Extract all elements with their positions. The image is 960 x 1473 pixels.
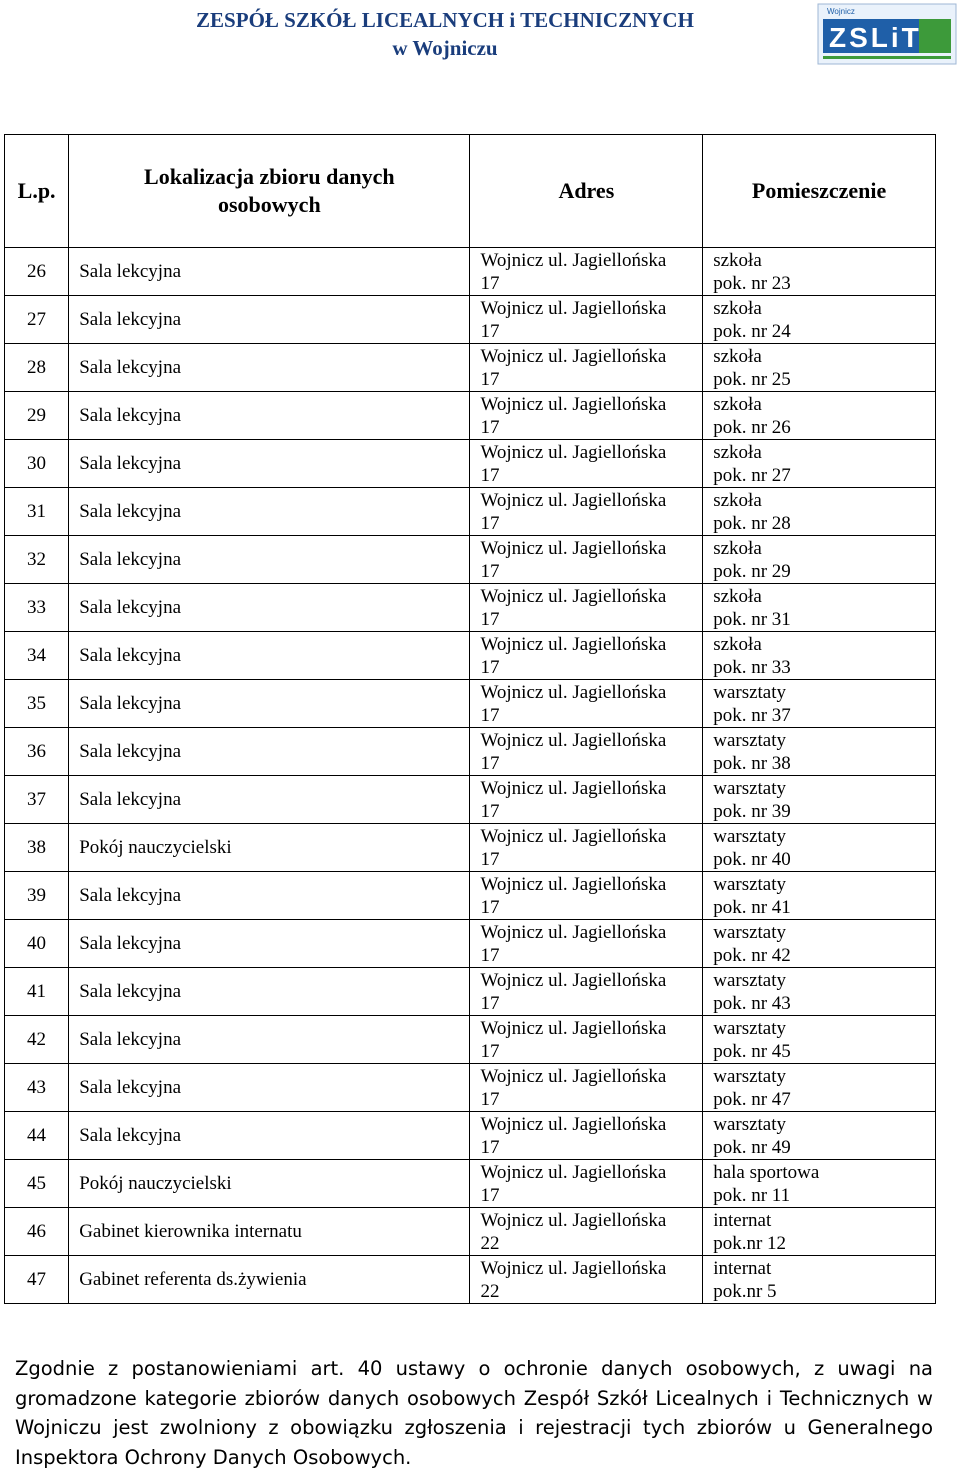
room-building: szkoła [713,394,762,415]
legal-note: Zgodnie z postanowieniami art. 40 ustawy o ochronie danych osobowych, z uwagi na gromadzone kategorie zbiorów danych osobowych Zespół Szkół Licealnych i Technicznych w Wojniczu jest zwolniony z obowiązku zgłoszenia i rejestracji tych zbiorów u Generalnego Inspektora Ochrony Danych Osobowych. [15,1357,933,1469]
address-number: 17 [480,417,500,438]
row-location: Sala lekcyjna [69,296,470,344]
room-building: warsztaty [713,970,787,991]
room-number: pok. nr 38 [713,753,791,774]
row-number: 27 [5,296,69,344]
header-title-line-1: ZESPÓŁ SZKÓŁ LICEALNYCH i TECHNICZNYCH [196,8,694,32]
address-street: Wojnicz ul. Jagiellońska [480,394,667,415]
address-street: Wojnicz ul. Jagiellońska [480,778,667,799]
address-street: Wojnicz ul. Jagiellońska [480,298,667,319]
room-building: warsztaty [713,1114,787,1135]
row-number: 35 [5,680,69,728]
table-row [5,248,936,296]
row-address [470,1160,703,1208]
row-room [703,584,936,632]
row-location: Sala lekcyjna [69,440,470,488]
room-building: szkoła [713,346,762,367]
room-number: pok. nr 45 [713,1041,791,1062]
row-address [470,1256,703,1304]
address-street: Wojnicz ul. Jagiellońska [480,1162,667,1183]
row-room [703,776,936,824]
row-room [703,440,936,488]
table-row [5,392,936,440]
row-number: 47 [5,1256,69,1304]
row-number: 43 [5,1064,69,1112]
room-building: hala sportowa [713,1162,820,1183]
room-number: pok. nr 47 [713,1089,791,1110]
school-logo [817,3,957,65]
row-location: Sala lekcyjna [69,488,470,536]
room-number: pok. nr 26 [713,417,791,438]
address-street: Wojnicz ul. Jagiellońska [480,490,667,511]
row-number: 26 [5,248,69,296]
room-number: pok. nr 40 [713,849,791,870]
row-room [703,1256,936,1304]
row-room [703,536,936,584]
table-row [5,1064,936,1112]
room-building: warsztaty [713,682,787,703]
address-number: 17 [480,609,500,630]
row-room [703,872,936,920]
row-location: Sala lekcyjna [69,728,470,776]
room-building: szkoła [713,298,762,319]
row-room [703,488,936,536]
row-location: Sala lekcyjna [69,968,470,1016]
address-number: 17 [480,465,500,486]
room-number: pok. nr 33 [713,657,791,678]
row-number: 33 [5,584,69,632]
row-address [470,824,703,872]
table-row [5,440,936,488]
row-number: 30 [5,440,69,488]
row-location: Sala lekcyjna [69,1016,470,1064]
address-street: Wojnicz ul. Jagiellońska [480,586,667,607]
row-address [470,968,703,1016]
row-location: Sala lekcyjna [69,392,470,440]
room-building: warsztaty [713,778,787,799]
address-street: Wojnicz ul. Jagiellońska [480,826,667,847]
header-title-line-2: w Wojniczu [392,36,498,60]
room-building: warsztaty [713,826,787,847]
row-room [703,920,936,968]
row-location: Sala lekcyjna [69,344,470,392]
table-row [5,536,936,584]
room-building: warsztaty [713,730,787,751]
row-address [470,680,703,728]
table-row [5,728,936,776]
room-building: szkoła [713,250,762,271]
row-address [470,1016,703,1064]
room-number: pok.nr 5 [713,1281,777,1302]
address-number: 17 [480,657,500,678]
row-location: Sala lekcyjna [69,920,470,968]
table-row [5,344,936,392]
room-number: pok. nr 29 [713,561,791,582]
header-address: Adres [470,135,703,248]
table-row [5,1208,936,1256]
room-number: pok. nr 23 [713,273,791,294]
room-building: warsztaty [713,874,787,895]
logo-top-text: Wojnicz [827,7,855,16]
row-room [703,632,936,680]
row-room [703,728,936,776]
table-header-row [5,135,936,248]
address-street: Wojnicz ul. Jagiellońska [480,1114,667,1135]
address-street: Wojnicz ul. Jagiellońska [480,970,667,991]
row-room [703,1112,936,1160]
header-room: Pomieszczenie [703,135,936,248]
table-row [5,872,936,920]
address-street: Wojnicz ul. Jagiellońska [480,250,667,271]
room-number: pok. nr 39 [713,801,791,822]
address-street: Wojnicz ul. Jagiellońska [480,1018,667,1039]
row-address [470,536,703,584]
address-street: Wojnicz ul. Jagiellońska [480,634,667,655]
room-number: pok. nr 24 [713,321,791,342]
address-number: 17 [480,1185,500,1206]
row-number: 36 [5,728,69,776]
row-room [703,680,936,728]
row-number: 45 [5,1160,69,1208]
row-room [703,344,936,392]
room-number: pok. nr 43 [713,993,791,1014]
room-building: szkoła [713,442,762,463]
address-number: 17 [480,849,500,870]
address-street: Wojnicz ul. Jagiellońska [480,730,667,751]
room-building: warsztaty [713,1066,787,1087]
logo-text: ZSLiT [829,22,922,53]
row-address [470,584,703,632]
row-address [470,392,703,440]
table-row [5,488,936,536]
row-number: 28 [5,344,69,392]
row-number: 38 [5,824,69,872]
row-number: 31 [5,488,69,536]
address-street: Wojnicz ul. Jagiellońska [480,346,667,367]
row-number: 34 [5,632,69,680]
row-location: Sala lekcyjna [69,584,470,632]
room-number: pok. nr 11 [713,1185,791,1206]
row-location: Sala lekcyjna [69,872,470,920]
row-location: Gabinet referenta ds.żywienia [69,1256,470,1304]
table-row [5,968,936,1016]
room-number: pok. nr 41 [713,897,791,918]
row-location: Sala lekcyjna [69,248,470,296]
room-number: pok.nr 12 [713,1233,787,1254]
row-room [703,1160,936,1208]
table-row [5,1256,936,1304]
table-row [5,680,936,728]
address-number: 22 [480,1281,500,1302]
table-row [5,584,936,632]
room-building: warsztaty [713,1018,787,1039]
address-number: 17 [480,561,500,582]
row-number: 37 [5,776,69,824]
row-number: 46 [5,1208,69,1256]
address-number: 22 [480,1233,500,1254]
address-street: Wojnicz ul. Jagiellońska [480,922,667,943]
row-address [470,1208,703,1256]
data-sets-table [4,134,936,1304]
document-header [150,6,740,62]
row-address [470,872,703,920]
address-number: 17 [480,753,500,774]
row-location: Sala lekcyjna [69,1112,470,1160]
room-building: internat [713,1210,772,1231]
row-number: 41 [5,968,69,1016]
address-street: Wojnicz ul. Jagiellońska [480,1258,667,1279]
row-room [703,968,936,1016]
row-location: Gabinet kierownika internatu [69,1208,470,1256]
address-number: 17 [480,1089,500,1110]
address-number: 17 [480,321,500,342]
row-room [703,824,936,872]
row-room [703,1064,936,1112]
room-number: pok. nr 27 [713,465,791,486]
room-number: pok. nr 42 [713,945,791,966]
table-row [5,632,936,680]
row-location: Sala lekcyjna [69,632,470,680]
row-address [470,344,703,392]
room-number: pok. nr 31 [713,609,791,630]
row-address [470,248,703,296]
row-number: 42 [5,1016,69,1064]
row-address [470,920,703,968]
row-number: 39 [5,872,69,920]
address-street: Wojnicz ul. Jagiellońska [480,538,667,559]
row-address [470,440,703,488]
table-row [5,296,936,344]
address-street: Wojnicz ul. Jagiellońska [480,1066,667,1087]
room-number: pok. nr 37 [713,705,791,726]
row-number: 29 [5,392,69,440]
address-number: 17 [480,801,500,822]
address-number: 17 [480,273,500,294]
row-location: Sala lekcyjna [69,680,470,728]
address-number: 17 [480,369,500,390]
row-address [470,776,703,824]
table-row [5,1112,936,1160]
room-building: szkoła [713,634,762,655]
address-number: 17 [480,705,500,726]
row-number: 44 [5,1112,69,1160]
room-building: szkoła [713,538,762,559]
row-location: Sala lekcyjna [69,536,470,584]
table-row [5,920,936,968]
row-address [470,728,703,776]
header-location: Lokalizacja zbioru danych osobowych [69,135,470,248]
row-room [703,392,936,440]
room-building: szkoła [713,490,762,511]
row-location: Sala lekcyjna [69,776,470,824]
header-lp: L.p. [5,135,69,248]
row-location: Sala lekcyjna [69,1064,470,1112]
room-building: warsztaty [713,922,787,943]
row-room [703,296,936,344]
room-number: pok. nr 49 [713,1137,791,1158]
row-address [470,296,703,344]
row-location: Pokój nauczycielski [69,1160,470,1208]
table-row [5,824,936,872]
table-row [5,1160,936,1208]
table-row [5,1016,936,1064]
row-number: 32 [5,536,69,584]
address-number: 17 [480,513,500,534]
address-street: Wojnicz ul. Jagiellońska [480,874,667,895]
address-street: Wojnicz ul. Jagiellońska [480,1210,667,1231]
room-number: pok. nr 28 [713,513,791,534]
room-building: internat [713,1258,772,1279]
address-street: Wojnicz ul. Jagiellońska [480,682,667,703]
address-number: 17 [480,897,500,918]
row-number: 40 [5,920,69,968]
row-room [703,248,936,296]
address-number: 17 [480,993,500,1014]
row-address [470,632,703,680]
row-location: Pokój nauczycielski [69,824,470,872]
room-number: pok. nr 25 [713,369,791,390]
room-building: szkoła [713,586,762,607]
row-address [470,1064,703,1112]
row-address [470,488,703,536]
address-street: Wojnicz ul. Jagiellońska [480,442,667,463]
address-number: 17 [480,1041,500,1062]
row-room [703,1208,936,1256]
row-address [470,1112,703,1160]
table-row [5,776,936,824]
row-room [703,1016,936,1064]
address-number: 17 [480,945,500,966]
address-number: 17 [480,1137,500,1158]
